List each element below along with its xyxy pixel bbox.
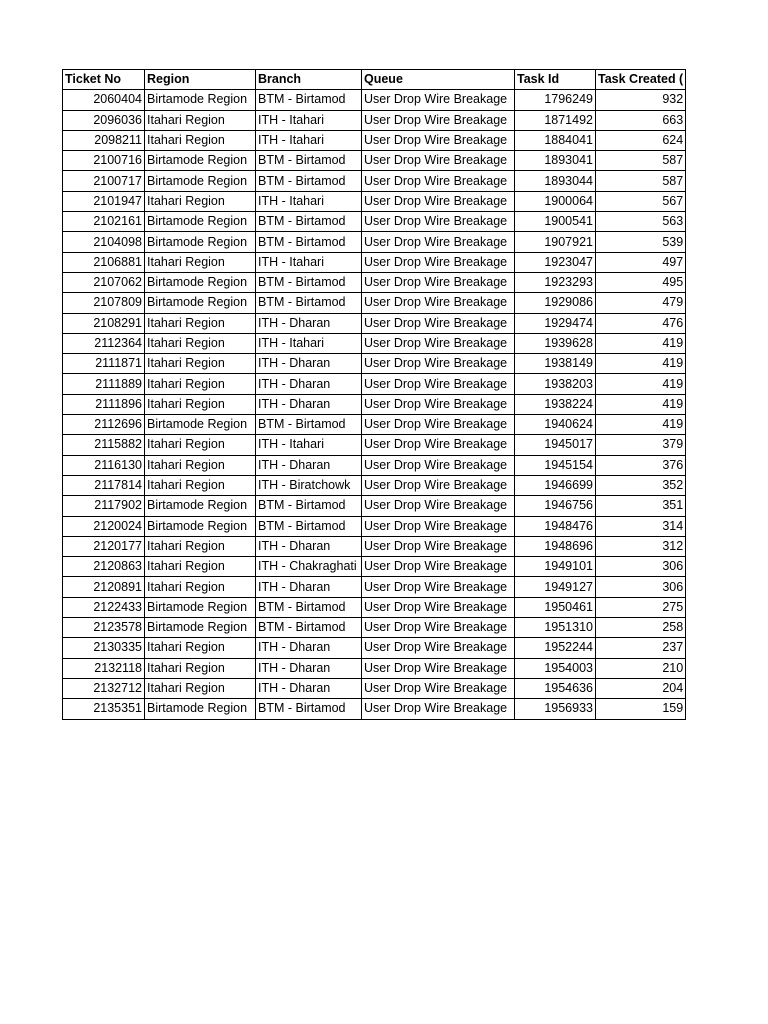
cell-task-id: 1907921 — [515, 232, 596, 252]
cell-task-id: 1948476 — [515, 516, 596, 536]
table-row — [63, 516, 686, 536]
cell-queue: User Drop Wire Breakage — [362, 252, 515, 272]
cell-task-id: 1923047 — [515, 252, 596, 272]
table-row — [63, 252, 686, 272]
cell-branch: ITH - Dharan — [256, 455, 362, 475]
cell-task-id: 1946699 — [515, 475, 596, 495]
cell-task-created: 237 — [596, 638, 686, 658]
cell-task-created: 306 — [596, 577, 686, 597]
cell-branch: ITH - Itahari — [256, 333, 362, 353]
cell-task-created: 159 — [596, 699, 686, 719]
cell-task-created: 419 — [596, 333, 686, 353]
cell-region: Birtamode Region — [145, 496, 256, 516]
cell-region: Itahari Region — [145, 658, 256, 678]
cell-queue: User Drop Wire Breakage — [362, 130, 515, 150]
ticket-table — [62, 69, 686, 720]
cell-queue: User Drop Wire Breakage — [362, 577, 515, 597]
cell-queue: User Drop Wire Breakage — [362, 516, 515, 536]
cell-queue: User Drop Wire Breakage — [362, 191, 515, 211]
cell-queue: User Drop Wire Breakage — [362, 475, 515, 495]
cell-ticket-no: 2111871 — [63, 354, 145, 374]
table-row — [63, 475, 686, 495]
cell-queue: User Drop Wire Breakage — [362, 293, 515, 313]
cell-task-id: 1954003 — [515, 658, 596, 678]
cell-ticket-no: 2100717 — [63, 171, 145, 191]
cell-task-created: 497 — [596, 252, 686, 272]
cell-ticket-no: 2107062 — [63, 272, 145, 292]
cell-queue: User Drop Wire Breakage — [362, 415, 515, 435]
cell-task-id: 1893044 — [515, 171, 596, 191]
cell-branch: BTM - Birtamod — [256, 516, 362, 536]
cell-task-id: 1945154 — [515, 455, 596, 475]
cell-task-id: 1954636 — [515, 678, 596, 698]
cell-region: Itahari Region — [145, 435, 256, 455]
table-row — [63, 130, 686, 150]
cell-branch: BTM - Birtamod — [256, 618, 362, 638]
cell-queue: User Drop Wire Breakage — [362, 618, 515, 638]
cell-region: Itahari Region — [145, 333, 256, 353]
cell-task-created: 495 — [596, 272, 686, 292]
cell-ticket-no: 2135351 — [63, 699, 145, 719]
cell-ticket-no: 2104098 — [63, 232, 145, 252]
cell-ticket-no: 2117902 — [63, 496, 145, 516]
cell-task-created: 419 — [596, 354, 686, 374]
cell-branch: ITH - Chakraghati — [256, 557, 362, 577]
cell-region: Itahari Region — [145, 354, 256, 374]
cell-task-id: 1949127 — [515, 577, 596, 597]
cell-task-id: 1952244 — [515, 638, 596, 658]
table-row — [63, 232, 686, 252]
cell-task-created: 204 — [596, 678, 686, 698]
cell-task-id: 1938224 — [515, 394, 596, 414]
cell-task-created: 567 — [596, 191, 686, 211]
header-task-id: Task Id — [515, 70, 596, 90]
cell-queue: User Drop Wire Breakage — [362, 638, 515, 658]
cell-task-id: 1796249 — [515, 90, 596, 110]
table-row — [63, 191, 686, 211]
cell-task-id: 1940624 — [515, 415, 596, 435]
cell-queue: User Drop Wire Breakage — [362, 536, 515, 556]
cell-region: Itahari Region — [145, 130, 256, 150]
cell-ticket-no: 2102161 — [63, 212, 145, 232]
cell-task-created: 932 — [596, 90, 686, 110]
cell-region: Itahari Region — [145, 455, 256, 475]
cell-region: Itahari Region — [145, 577, 256, 597]
cell-branch: ITH - Itahari — [256, 110, 362, 130]
cell-branch: BTM - Birtamod — [256, 293, 362, 313]
cell-branch: ITH - Dharan — [256, 354, 362, 374]
cell-ticket-no: 2115882 — [63, 435, 145, 455]
cell-task-created: 479 — [596, 293, 686, 313]
table-row — [63, 212, 686, 232]
header-task-created: Task Created ( — [596, 70, 686, 90]
cell-ticket-no: 2098211 — [63, 130, 145, 150]
table-row — [63, 354, 686, 374]
table-row — [63, 699, 686, 719]
cell-ticket-no: 2112696 — [63, 415, 145, 435]
cell-ticket-no: 2108291 — [63, 313, 145, 333]
table-row — [63, 415, 686, 435]
cell-task-id: 1956933 — [515, 699, 596, 719]
cell-region: Birtamode Region — [145, 90, 256, 110]
cell-branch: BTM - Birtamod — [256, 171, 362, 191]
cell-ticket-no: 2120891 — [63, 577, 145, 597]
cell-task-created: 663 — [596, 110, 686, 130]
cell-ticket-no: 2120024 — [63, 516, 145, 536]
table-row — [63, 333, 686, 353]
cell-task-id: 1938203 — [515, 374, 596, 394]
cell-task-id: 1871492 — [515, 110, 596, 130]
cell-region: Itahari Region — [145, 374, 256, 394]
table-row — [63, 313, 686, 333]
cell-queue: User Drop Wire Breakage — [362, 496, 515, 516]
cell-region: Itahari Region — [145, 678, 256, 698]
cell-queue: User Drop Wire Breakage — [362, 394, 515, 414]
cell-task-id: 1929474 — [515, 313, 596, 333]
cell-branch: ITH - Itahari — [256, 252, 362, 272]
cell-task-id: 1900541 — [515, 212, 596, 232]
cell-queue: User Drop Wire Breakage — [362, 313, 515, 333]
table-row — [63, 171, 686, 191]
cell-task-created: 587 — [596, 151, 686, 171]
cell-queue: User Drop Wire Breakage — [362, 597, 515, 617]
cell-task-id: 1950461 — [515, 597, 596, 617]
cell-task-created: 419 — [596, 415, 686, 435]
table-row — [63, 272, 686, 292]
cell-region: Itahari Region — [145, 536, 256, 556]
cell-task-id: 1951310 — [515, 618, 596, 638]
table-row — [63, 496, 686, 516]
cell-queue: User Drop Wire Breakage — [362, 658, 515, 678]
table-row — [63, 435, 686, 455]
table-row — [63, 90, 686, 110]
cell-region: Itahari Region — [145, 638, 256, 658]
table-row — [63, 618, 686, 638]
cell-task-created: 314 — [596, 516, 686, 536]
table-row — [63, 638, 686, 658]
table-row — [63, 658, 686, 678]
cell-task-created: 379 — [596, 435, 686, 455]
cell-task-created: 624 — [596, 130, 686, 150]
table-header-row — [63, 70, 686, 90]
header-ticket-no: Ticket No — [63, 70, 145, 90]
cell-task-id: 1948696 — [515, 536, 596, 556]
cell-queue: User Drop Wire Breakage — [362, 455, 515, 475]
cell-ticket-no: 2122433 — [63, 597, 145, 617]
cell-region: Itahari Region — [145, 110, 256, 130]
cell-task-id: 1938149 — [515, 354, 596, 374]
cell-task-created: 587 — [596, 171, 686, 191]
cell-branch: ITH - Dharan — [256, 313, 362, 333]
cell-task-created: 352 — [596, 475, 686, 495]
cell-region: Itahari Region — [145, 394, 256, 414]
table-row — [63, 536, 686, 556]
cell-queue: User Drop Wire Breakage — [362, 678, 515, 698]
cell-branch: ITH - Dharan — [256, 678, 362, 698]
cell-queue: User Drop Wire Breakage — [362, 557, 515, 577]
ticket-table-sheet — [62, 69, 686, 720]
cell-ticket-no: 2060404 — [63, 90, 145, 110]
cell-task-id: 1946756 — [515, 496, 596, 516]
cell-queue: User Drop Wire Breakage — [362, 333, 515, 353]
cell-task-id: 1949101 — [515, 557, 596, 577]
cell-queue: User Drop Wire Breakage — [362, 212, 515, 232]
cell-region: Birtamode Region — [145, 151, 256, 171]
table-row — [63, 557, 686, 577]
cell-task-created: 306 — [596, 557, 686, 577]
cell-branch: BTM - Birtamod — [256, 232, 362, 252]
cell-region: Birtamode Region — [145, 415, 256, 435]
cell-task-id: 1900064 — [515, 191, 596, 211]
cell-branch: BTM - Birtamod — [256, 272, 362, 292]
cell-queue: User Drop Wire Breakage — [362, 272, 515, 292]
cell-region: Itahari Region — [145, 252, 256, 272]
cell-branch: ITH - Biratchowk — [256, 475, 362, 495]
table-row — [63, 374, 686, 394]
cell-branch: BTM - Birtamod — [256, 597, 362, 617]
cell-branch: ITH - Dharan — [256, 577, 362, 597]
header-queue: Queue — [362, 70, 515, 90]
cell-branch: BTM - Birtamod — [256, 90, 362, 110]
cell-queue: User Drop Wire Breakage — [362, 699, 515, 719]
cell-region: Birtamode Region — [145, 699, 256, 719]
cell-ticket-no: 2107809 — [63, 293, 145, 313]
header-branch: Branch — [256, 70, 362, 90]
cell-branch: BTM - Birtamod — [256, 699, 362, 719]
cell-branch: BTM - Birtamod — [256, 415, 362, 435]
cell-region: Birtamode Region — [145, 293, 256, 313]
cell-task-created: 539 — [596, 232, 686, 252]
cell-region: Birtamode Region — [145, 516, 256, 536]
table-row — [63, 110, 686, 130]
table-row — [63, 151, 686, 171]
cell-task-created: 210 — [596, 658, 686, 678]
cell-region: Birtamode Region — [145, 618, 256, 638]
cell-ticket-no: 2132712 — [63, 678, 145, 698]
cell-ticket-no: 2123578 — [63, 618, 145, 638]
cell-branch: ITH - Dharan — [256, 374, 362, 394]
cell-region: Itahari Region — [145, 191, 256, 211]
table-row — [63, 577, 686, 597]
cell-queue: User Drop Wire Breakage — [362, 374, 515, 394]
cell-ticket-no: 2096036 — [63, 110, 145, 130]
cell-branch: BTM - Birtamod — [256, 212, 362, 232]
cell-region: Birtamode Region — [145, 597, 256, 617]
cell-ticket-no: 2112364 — [63, 333, 145, 353]
cell-region: Itahari Region — [145, 313, 256, 333]
cell-ticket-no: 2106881 — [63, 252, 145, 272]
cell-queue: User Drop Wire Breakage — [362, 354, 515, 374]
cell-branch: ITH - Itahari — [256, 191, 362, 211]
cell-region: Itahari Region — [145, 557, 256, 577]
cell-ticket-no: 2111896 — [63, 394, 145, 414]
cell-ticket-no: 2130335 — [63, 638, 145, 658]
cell-queue: User Drop Wire Breakage — [362, 90, 515, 110]
cell-queue: User Drop Wire Breakage — [362, 232, 515, 252]
cell-task-created: 275 — [596, 597, 686, 617]
table-row — [63, 394, 686, 414]
cell-queue: User Drop Wire Breakage — [362, 171, 515, 191]
cell-region: Birtamode Region — [145, 272, 256, 292]
cell-ticket-no: 2120863 — [63, 557, 145, 577]
cell-task-created: 419 — [596, 394, 686, 414]
cell-branch: ITH - Dharan — [256, 638, 362, 658]
table-row — [63, 293, 686, 313]
cell-task-id: 1884041 — [515, 130, 596, 150]
cell-ticket-no: 2101947 — [63, 191, 145, 211]
cell-task-created: 351 — [596, 496, 686, 516]
cell-region: Birtamode Region — [145, 232, 256, 252]
cell-branch: ITH - Dharan — [256, 658, 362, 678]
cell-branch: BTM - Birtamod — [256, 496, 362, 516]
cell-task-id: 1929086 — [515, 293, 596, 313]
cell-task-id: 1945017 — [515, 435, 596, 455]
cell-ticket-no: 2117814 — [63, 475, 145, 495]
cell-branch: ITH - Itahari — [256, 435, 362, 455]
cell-ticket-no: 2111889 — [63, 374, 145, 394]
cell-queue: User Drop Wire Breakage — [362, 151, 515, 171]
cell-task-created: 563 — [596, 212, 686, 232]
cell-ticket-no: 2132118 — [63, 658, 145, 678]
cell-ticket-no: 2116130 — [63, 455, 145, 475]
table-row — [63, 678, 686, 698]
cell-region: Birtamode Region — [145, 171, 256, 191]
cell-task-created: 376 — [596, 455, 686, 475]
cell-branch: ITH - Dharan — [256, 394, 362, 414]
cell-task-created: 258 — [596, 618, 686, 638]
cell-task-id: 1939628 — [515, 333, 596, 353]
cell-task-id: 1893041 — [515, 151, 596, 171]
table-row — [63, 597, 686, 617]
cell-branch: ITH - Dharan — [256, 536, 362, 556]
cell-branch: ITH - Itahari — [256, 130, 362, 150]
cell-queue: User Drop Wire Breakage — [362, 435, 515, 455]
cell-task-created: 419 — [596, 374, 686, 394]
cell-region: Birtamode Region — [145, 212, 256, 232]
cell-ticket-no: 2120177 — [63, 536, 145, 556]
header-region: Region — [145, 70, 256, 90]
table-row — [63, 455, 686, 475]
cell-task-id: 1923293 — [515, 272, 596, 292]
cell-ticket-no: 2100716 — [63, 151, 145, 171]
cell-branch: BTM - Birtamod — [256, 151, 362, 171]
cell-region: Itahari Region — [145, 475, 256, 495]
cell-task-created: 312 — [596, 536, 686, 556]
table-body — [63, 90, 686, 719]
cell-task-created: 476 — [596, 313, 686, 333]
cell-queue: User Drop Wire Breakage — [362, 110, 515, 130]
